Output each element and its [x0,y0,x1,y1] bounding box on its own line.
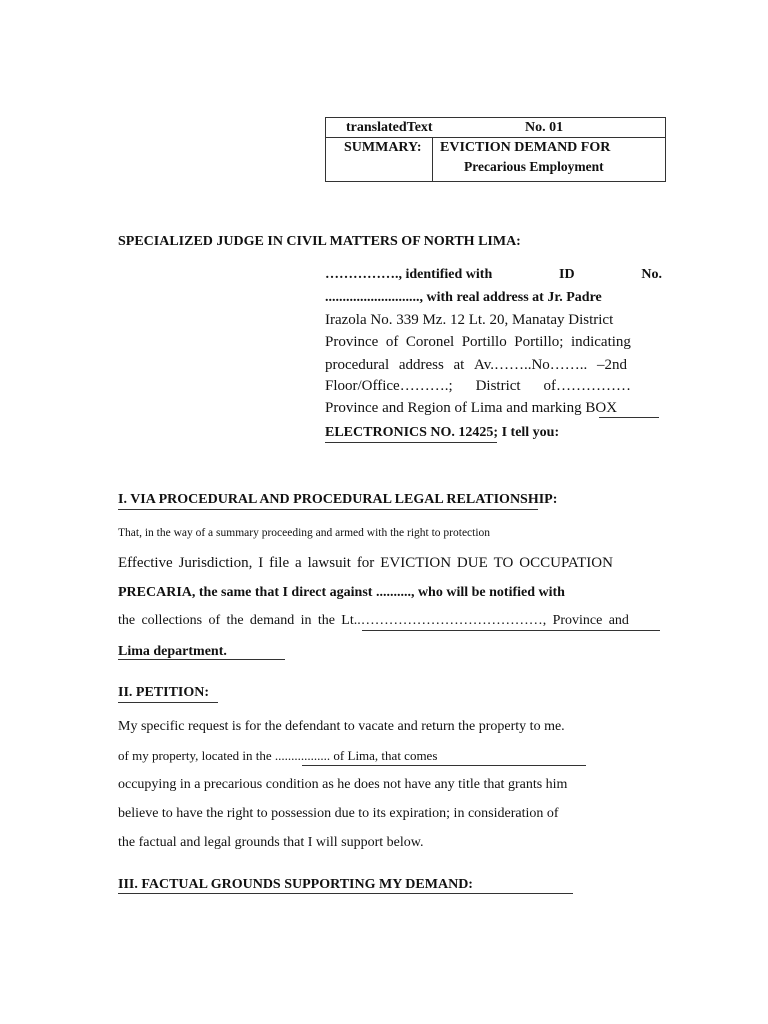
section-2-line-2-underline [302,765,586,766]
intro-line-8-underline [325,442,497,443]
section-1-line-4: the collections of the demand in the Lt..…………………………………, Province and [118,613,629,628]
header-column-divider [432,137,433,181]
section-2-line-4: believe to have the right to possession due to its expiration; in consideration of [118,806,559,821]
intro-line-2: ..........................., with real address at Jr. Padre [325,290,602,305]
section-2-line-2: of my property, located in the ................. of Lima, that comes [118,748,438,763]
section-3-heading: III. FACTUAL GROUNDS SUPPORTING MY DEMAND: [118,877,473,892]
summary-subtitle: Precarious Employment [464,159,604,174]
intro-line-5: procedural address at Av.……..No…….. –2nd [325,357,627,373]
section-1-line-5-underline [118,659,285,660]
section-2-line-3: occupying in a precarious condition as he does not have any title that grants him [118,777,568,792]
summary-title: EVICTION DEMAND FOR [440,140,611,155]
section-1-heading-underline [118,509,538,510]
section-2-line-1: My specific request is for the defendant to vacate and return the property to me. [118,719,565,734]
section-2-heading: II. PETITION: [118,685,210,700]
intro-line-3: Irazola No. 339 Mz. 12 Lt. 20, Manatay District [325,312,614,328]
section-1-heading: I. VIA PROCEDURAL AND PROCEDURAL LEGAL RELATIONSHIP: [118,492,558,507]
addressee-heading: SPECIALIZED JUDGE IN CIVIL MATTERS OF NORTH LIMA: [118,234,521,249]
section-1-line-2: Effective Jurisdiction, I file a lawsuit for EVICTION DUE TO OCCUPATION [118,555,613,571]
document-number: No. 01 [525,120,564,135]
intro-line-4: Province of Coronel Portillo Portillo; indicating [325,334,631,350]
section-1-line-3: PRECARIA, the same that I direct against .........., who will be notified with [118,585,565,600]
section-2-heading-underline [118,702,218,703]
header-row-divider [326,137,665,138]
section-2-line-5: the factual and legal grounds that I will support below. [118,835,424,850]
intro-line-8: ELECTRONICS NO. 12425; I tell you: [325,425,560,440]
header-label: translatedText [346,120,433,135]
intro-line-6: Floor/Office……….; District of…………… [325,378,631,394]
intro-line-7-underline [599,417,659,418]
intro-line-7: Province and Region of Lima and marking BOX [325,400,618,416]
section-1-line-4-underline [362,630,660,631]
intro-line-1: ……………., identified with ID No. [325,267,662,282]
section-3-heading-underline [118,893,573,894]
section-1-line-5: Lima department. [118,644,227,659]
summary-label: SUMMARY: [344,140,422,155]
section-1-line-1: That, in the way of a summary proceeding and armed with the right to protection [118,527,491,539]
